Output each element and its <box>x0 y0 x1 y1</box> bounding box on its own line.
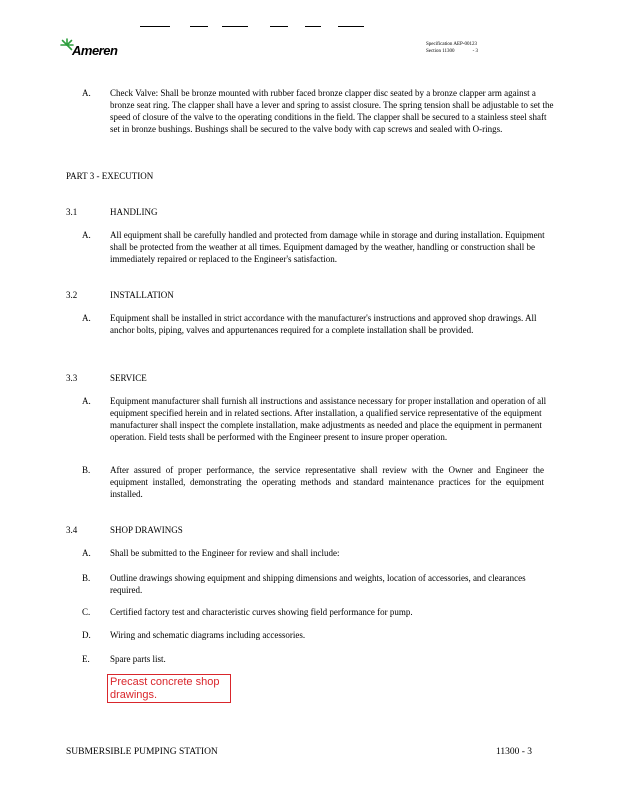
item-text: Check Valve: Shall be bronze mounted with rubber faced bronze clapper disc seated by a bronze clapper arm against a bronze seat ring. The clapper shall have a lever and spring to assist closure. The spring tension shall be adjustable to set the speed of closure of the valve to the operating conditions in the field. The clapper shall be secured to a stainless steel shaft set in bronze bushings. Bushings shall be secured to the valve body with cap screws and sealed with O-rings. <box>110 88 554 134</box>
item-text: Equipment shall be installed in strict accordance with the manufacturer's instructions and approved shop drawings. All anchor bolts, piping, valves and appurtenances required for a complete installation shall be provided. <box>110 313 537 335</box>
section-number: 3.3 <box>66 373 78 383</box>
item-text: Certified factory test and characteristic curves showing field performance for pump. <box>110 607 413 617</box>
section-title: SERVICE <box>110 373 147 383</box>
item-text: Wiring and schematic diagrams including accessories. <box>110 630 306 640</box>
item-label: A. <box>82 396 91 406</box>
ameren-logo <box>60 38 120 60</box>
item-label: A. <box>82 230 91 240</box>
item-text: All equipment shall be carefully handled and protected from damage while in storage and during installation. Equipment shall be protected from the weather at all times. Equipment damaged by the weather, handling or construction shall be immediately repaired or replaced to the Engineer's satisfaction. <box>110 230 545 264</box>
footer-page-number: 11300 - 3 <box>496 747 533 757</box>
item-label: E. <box>82 654 90 664</box>
spec-section: Section 11300 <box>426 49 455 54</box>
item-text: Equipment manufacturer shall furnish all instructions and assistance necessary for proper installation and operation of all equipment specified herein and in related sections. After installation, a qualified service representative of the equipment manufacturer shall inspect the complete installation, make adjustments as needed and place the equipment in permanent operation. Field tests shall be performed with the Engineer present to insure proper operation. <box>110 396 547 442</box>
item-label: A. <box>82 548 91 558</box>
item-label: C. <box>82 607 91 617</box>
item-text: Outline drawings showing equipment and shipping dimensions and weights, location of accessories, and clearances required. <box>110 573 526 595</box>
item-text: After assured of proper performance, the service representative shall review with the Owner and Engineer the equipment installed, demonstrating the operating methods and standard maintenance practices for the equipment installed. <box>110 465 544 499</box>
section-title: HANDLING <box>110 207 158 217</box>
item-label: B. <box>82 465 91 475</box>
footer-title: SUBMERSIBLE PUMPING STATION <box>66 747 218 757</box>
spec-page: - 3 <box>472 49 478 54</box>
section-number: 3.1 <box>66 207 78 217</box>
item-text: Shall be submitted to the Engineer for review and shall include: <box>110 548 340 558</box>
section-title: INSTALLATION <box>110 290 174 300</box>
item-label: B. <box>82 573 91 583</box>
part-heading: PART 3 - EXECUTION <box>66 171 154 181</box>
section-title: SHOP DRAWINGS <box>110 525 183 535</box>
markup-annotation[interactable]: Precast concrete shop drawings. <box>107 674 231 703</box>
item-label: A. <box>82 88 91 98</box>
section-number: 3.2 <box>66 290 78 300</box>
spec-reference <box>426 41 478 55</box>
section-number: 3.4 <box>66 525 78 535</box>
logo-wordmark: Ameren <box>72 43 118 58</box>
item-text: Spare parts list. <box>110 654 166 664</box>
item-label: D. <box>82 630 91 640</box>
item-label: A. <box>82 313 91 323</box>
spec-number: Specification AEP-00123 <box>426 42 477 47</box>
